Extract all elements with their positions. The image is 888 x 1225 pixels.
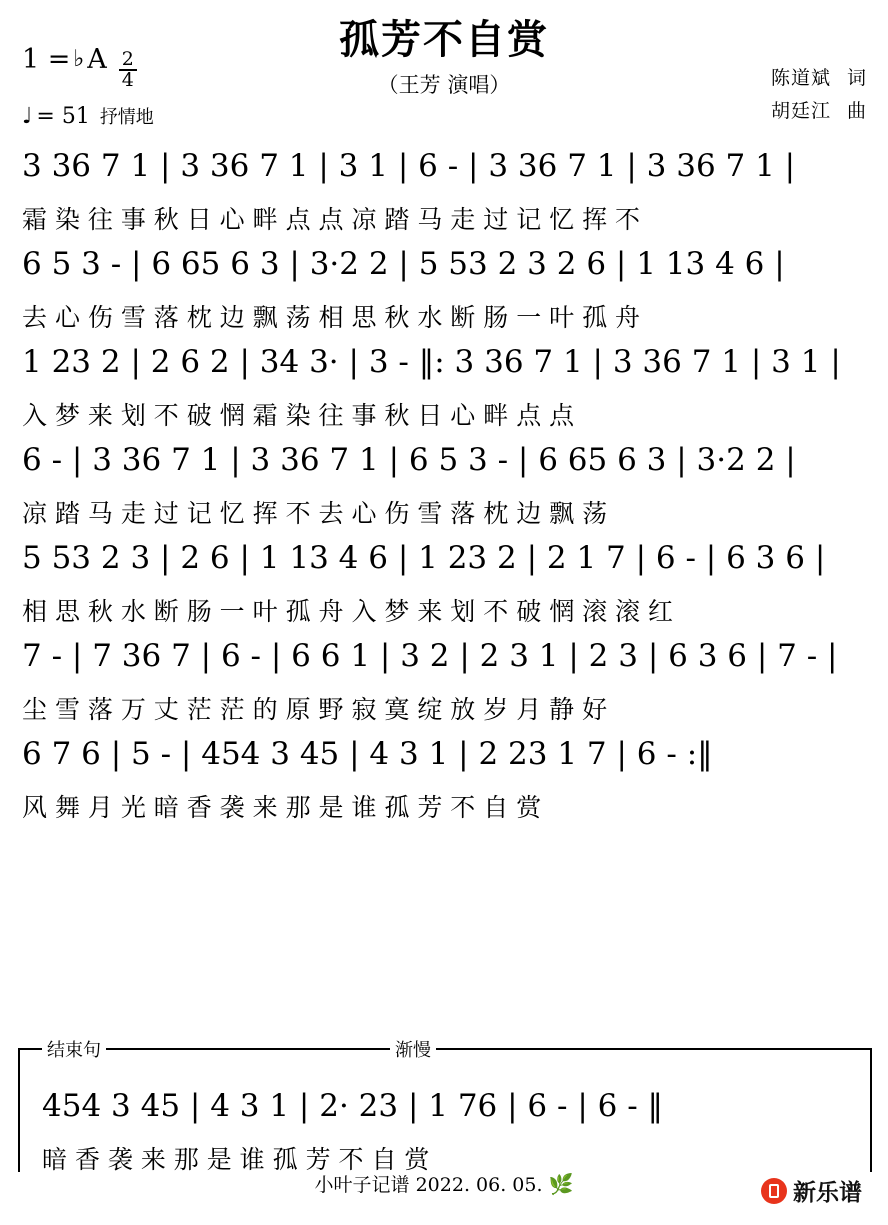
lyric-line: 相 思 秋 水 断 肠 一 叶 孤 舟 入 梦 来 划 不 破 惘 滚 滚 红 — [22, 597, 673, 626]
staff-row — [0, 148, 888, 246]
brand-logo-icon — [761, 1178, 787, 1204]
tempo-mood: 抒情地 — [99, 107, 154, 128]
meter-numerator: 2 — [119, 50, 137, 71]
note-line: 3 36 7 1 | 3 36 7 1 | 3 1 | 6 - | 3 36 7 1 | 3 36 7 1 | — [22, 148, 796, 184]
credit-text: 小叶子记谱 2022. 06. 05. — [314, 1174, 543, 1196]
lyricist-role: 词 — [846, 67, 866, 89]
quarter-note-icon: ♩ — [22, 104, 33, 129]
lyricist-name: 陈道斌 — [770, 67, 831, 89]
note-line: 5 53 2 3 | 2 6 | 1 13 4 6 | 1 23 2 | 2 1 7 | 6 - | 6 3 6 | — [22, 540, 826, 576]
time-signature — [119, 50, 137, 90]
brand-name: 新乐谱 — [793, 1180, 862, 1206]
lyric-line: 去 心 伤 雪 落 枕 边 飘 荡 相 思 秋 水 断 肠 一 叶 孤 舟 — [22, 303, 641, 332]
staff-row — [0, 442, 888, 540]
staff-row — [0, 540, 888, 638]
staff-row — [0, 638, 888, 736]
tempo-line — [22, 103, 154, 129]
flat-sign: ♭ — [73, 46, 85, 72]
ending-label: 结束句 — [42, 1036, 106, 1062]
notation-body — [0, 148, 888, 834]
note-line: 454 3 45 | 4 3 1 | 2· 23 | 1 76 | 6 - | 6 - ‖ — [42, 1088, 664, 1124]
key-signature-block — [22, 44, 154, 129]
note-line: 6 - | 3 36 7 1 | 3 36 7 1 | 6 5 3 - | 6 65 6 3 | 3·2 2 | — [22, 442, 796, 478]
transcription-credit — [0, 1170, 888, 1197]
lyric-line: 入 梦 来 划 不 破 惘 霜 染 往 事 秋 日 心 畔 点 点 — [22, 401, 575, 430]
lyric-line: 风 舞 月 光 暗 香 袭 来 那 是 谁 孤 芳 不 自 赏 — [22, 793, 542, 822]
tempo-value: = 51 — [36, 104, 90, 129]
key-label: 1 = — [22, 44, 71, 75]
leaf-icon: 🌿 — [548, 1172, 574, 1196]
lyricist-line — [771, 62, 866, 95]
lyric-line: 尘 雪 落 万 丈 茫 茫 的 原 野 寂 寞 绽 放 岁 月 静 好 — [22, 695, 608, 724]
note-line: 7 - | 7 36 7 | 6 - | 6 6 1 | 3 2 | 2 3 1 | 2 3 | 6 3 6 | 7 - | — [22, 638, 838, 674]
ending-section — [18, 1040, 872, 1174]
key-line — [22, 44, 154, 93]
singer-credit: （王芳 演唱） — [377, 73, 511, 97]
composer-name: 胡廷江 — [770, 100, 831, 123]
staff-row — [0, 344, 888, 442]
page-title: 孤芳不自赏 — [339, 17, 549, 63]
note-line: 1 23 2 | 2 6 2 | 34 3· | 3 - ‖: 3 36 7 1 | 3 36 7 1 | 3 1 | — [22, 344, 841, 380]
staff-row — [0, 736, 888, 834]
site-brand — [761, 1174, 862, 1207]
meter-denominator: 4 — [121, 69, 134, 91]
key-letter: A — [87, 44, 107, 75]
staff-row — [0, 246, 888, 344]
lyric-line: 暗 香 袭 来 那 是 谁 孤 芳 不 自 赏 — [42, 1145, 430, 1174]
credits-block — [771, 62, 866, 129]
note-line: 6 7 6 | 5 - | 454 3 45 | 4 3 1 | 2 23 1 7 | 6 - :‖ — [22, 736, 713, 772]
lyric-line: 凉 踏 马 走 过 记 忆 挥 不 去 心 伤 雪 落 枕 边 飘 荡 — [22, 499, 608, 528]
composer-role: 曲 — [846, 100, 866, 123]
note-line: 6 5 3 - | 6 65 6 3 | 3·2 2 | 5 53 2 3 2 6 | 1 13 4 6 | — [22, 246, 785, 282]
lyric-line: 霜 染 往 事 秋 日 心 畔 点 点 凉 踏 马 走 过 记 忆 挥 不 — [22, 205, 641, 234]
composer-line — [771, 95, 866, 128]
ritardando-label: 渐慢 — [390, 1036, 436, 1062]
